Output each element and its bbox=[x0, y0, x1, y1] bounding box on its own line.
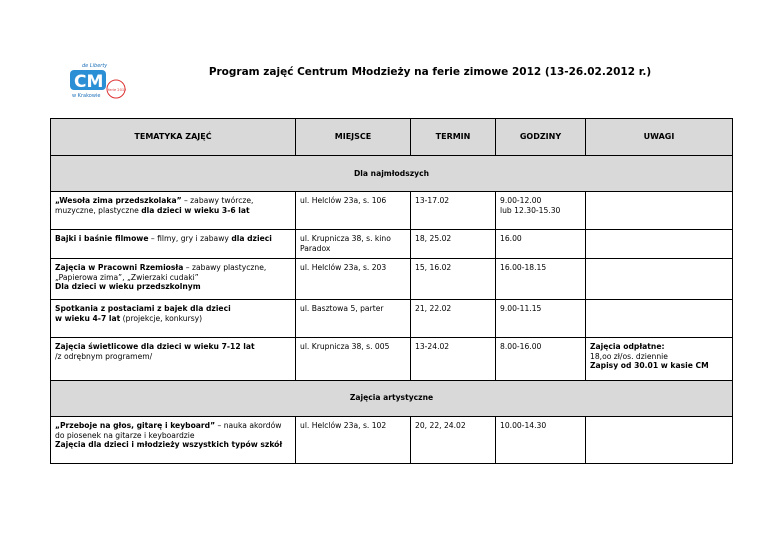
notes-title: Zajęcia odpłatne: bbox=[590, 341, 665, 351]
notes-cell bbox=[586, 192, 733, 230]
schedule-table bbox=[50, 118, 733, 464]
col-header-date: TERMIN bbox=[411, 119, 496, 156]
table-row bbox=[51, 337, 733, 380]
topic-title: „Przeboje na głos, gitarę i keyboard” bbox=[55, 420, 216, 430]
place-cell: ul. Basztowa 5, parter bbox=[296, 299, 411, 337]
section-title: Dla najmłodszych bbox=[51, 156, 733, 192]
topic-audience: Zajęcia dla dzieci i młodzieży wszystkich typów szkół bbox=[55, 440, 283, 450]
topic-title: Bajki i baśnie filmowe bbox=[55, 234, 149, 243]
logo-bottom-text: w Krakowie bbox=[72, 93, 101, 99]
topic-audience: dla dzieci bbox=[231, 234, 272, 243]
page-title: Program zajęć Centrum Młodzieży na ferie zimowe 2012 (13-26.02.2012 r.) bbox=[208, 66, 652, 78]
table-row bbox=[51, 258, 733, 299]
topic-audience: w wieku 4-7 lat bbox=[55, 313, 121, 323]
notes-cell bbox=[586, 337, 733, 380]
topic-text: – filmy, gry i zabawy bbox=[148, 234, 232, 243]
topic-cell bbox=[51, 416, 296, 463]
table-row bbox=[51, 416, 733, 463]
notes-cell bbox=[586, 258, 733, 299]
date-cell: 15, 16.02 bbox=[411, 258, 496, 299]
topic-title: Zajęcia świetlicowe dla dzieci w wieku 7-12 lat bbox=[55, 341, 255, 351]
topic-audience: dla dzieci w wieku 3-6 lat bbox=[141, 205, 250, 215]
notes-cell bbox=[586, 416, 733, 463]
place-cell: ul. Helclów 23a, s. 102 bbox=[296, 416, 411, 463]
date-cell: 21, 22.02 bbox=[411, 299, 496, 337]
table-row bbox=[51, 192, 733, 230]
logo-top-text: de Liberty bbox=[82, 63, 108, 69]
hours-cell: 9.00-11.15 bbox=[496, 299, 586, 337]
place-cell: ul. Krupnicza 38, s. kino Paradox bbox=[296, 230, 411, 259]
topic-text: – nauka akordów do piosenek na gitarze i keyboardzie bbox=[55, 420, 282, 440]
col-header-hours: GODZINY bbox=[496, 119, 586, 156]
hours-cell: 10.00-14.30 bbox=[496, 416, 586, 463]
table-header-row bbox=[51, 119, 733, 156]
col-header-notes: UWAGI bbox=[586, 119, 733, 156]
topic-title: Spotkania z postaciami z bajek dla dzieci bbox=[55, 303, 231, 313]
topic-cell bbox=[51, 230, 296, 259]
section-title: Zajęcia artystyczne bbox=[51, 380, 733, 416]
topic-cell bbox=[51, 337, 296, 380]
topic-text: – zabawy twórcze, muzyczne, plastyczne bbox=[55, 196, 254, 215]
notes-registration: Zapisy od 30.01 w kasie CM bbox=[590, 361, 709, 371]
hours-line: 9.00-12.00 bbox=[500, 196, 542, 205]
cm-logo bbox=[66, 60, 128, 102]
topic-cell bbox=[51, 258, 296, 299]
place-cell: ul. Helclów 23a, s. 203 bbox=[296, 258, 411, 299]
topic-cell bbox=[51, 192, 296, 230]
hours-cell: 16.00-18.15 bbox=[496, 258, 586, 299]
logo-badge: ferie 2012 bbox=[108, 88, 127, 92]
place-cell: ul. Krupnicza 38, s. 005 bbox=[296, 337, 411, 380]
topic-text: (projekcje, konkursy) bbox=[120, 313, 203, 323]
date-cell: 18, 25.02 bbox=[411, 230, 496, 259]
logo-letters: CM bbox=[74, 72, 104, 92]
notes-cell bbox=[586, 230, 733, 259]
section-row bbox=[51, 156, 733, 192]
col-header-place: MIEJSCE bbox=[296, 119, 411, 156]
date-cell: 13-17.02 bbox=[411, 192, 496, 230]
hours-line: lub 12.30-15.30 bbox=[500, 205, 561, 215]
topic-text: – zabawy plastyczne, „Papierowa zima”, „Zwierzaki cudaki” bbox=[55, 262, 267, 282]
hours-cell: 8.00-16.00 bbox=[496, 337, 586, 380]
hours-cell bbox=[496, 192, 586, 230]
notes-cell bbox=[586, 299, 733, 337]
notes-text: 18,oo zł/os. dziennie bbox=[590, 351, 668, 361]
place-cell: ul. Helclów 23a, s. 106 bbox=[296, 192, 411, 230]
col-header-topic: TEMATYKA ZAJĘĆ bbox=[51, 119, 296, 156]
topic-cell bbox=[51, 299, 296, 337]
table-row bbox=[51, 230, 733, 259]
topic-title: Zajęcia w Pracowni Rzemiosła bbox=[55, 262, 184, 272]
hours-cell: 16.00 bbox=[496, 230, 586, 259]
table-row bbox=[51, 299, 733, 337]
topic-text: /z odrębnym programem/ bbox=[55, 351, 153, 361]
section-row bbox=[51, 380, 733, 416]
date-cell: 20, 22, 24.02 bbox=[411, 416, 496, 463]
date-cell: 13-24.02 bbox=[411, 337, 496, 380]
topic-audience: Dla dzieci w wieku przedszkolnym bbox=[55, 282, 201, 292]
topic-title: „Wesoła zima przedszkolaka” bbox=[55, 196, 182, 205]
